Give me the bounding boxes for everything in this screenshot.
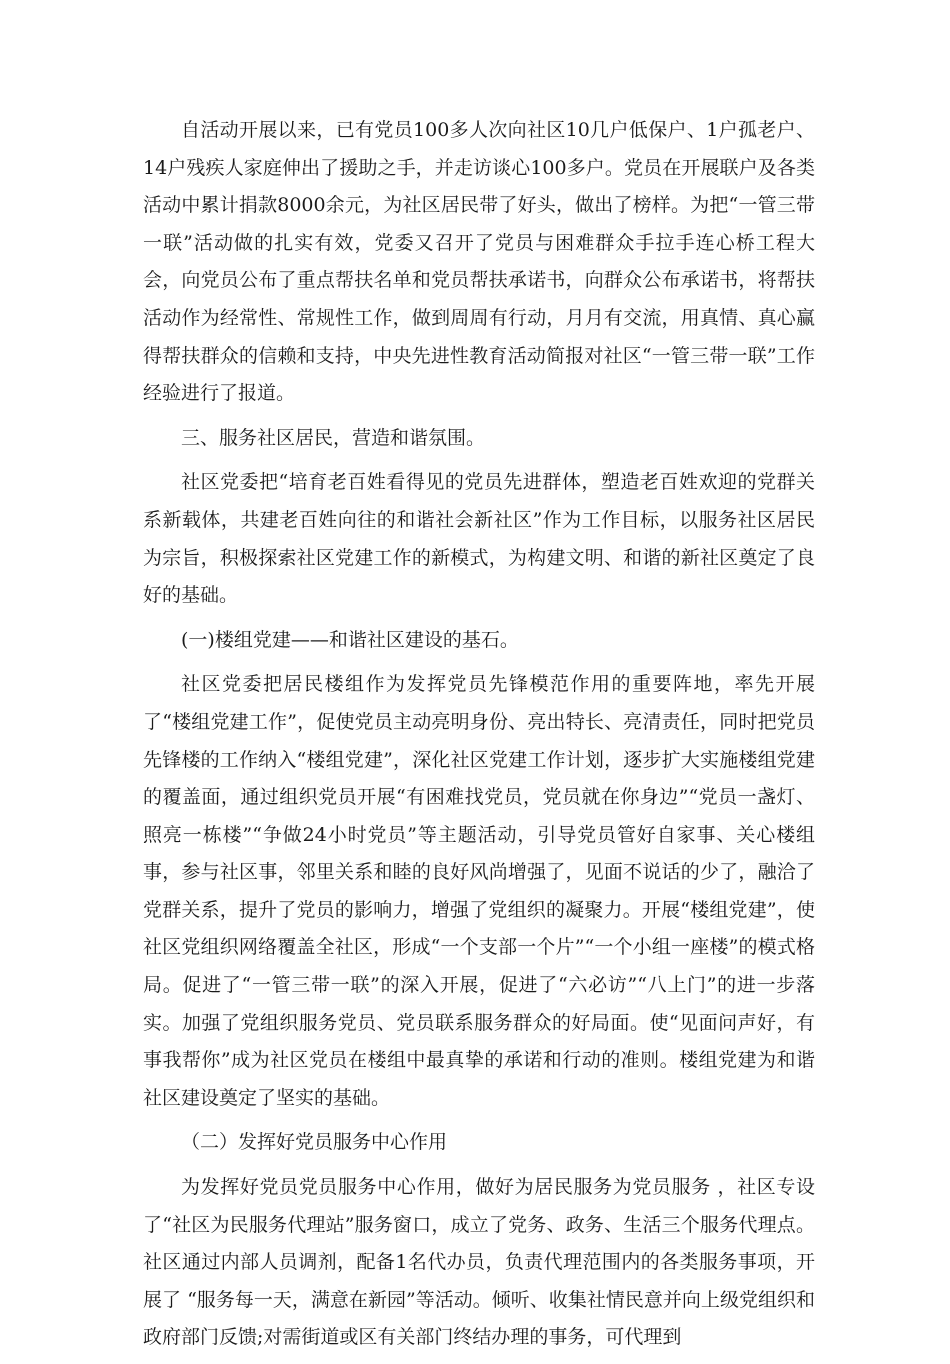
document-body	[143, 112, 815, 1364]
paragraph-building-party: 社区党委把居民楼组作为发挥党员先锋模范作用的重要阵地，率先开展了“楼组党建工作”，促使党员主动亮明身份、亮出特长、亮清责任，同时把党员先锋楼的工作纳入“楼组党建”，深化社区党建工作计划，逐步扩大实施楼组党建的覆盖面，通过组织党员开展“有困难找党员，党员就在你身边”“党员一盏灯、照亮一栋楼”“争做24小时党员”等主题活动，引导党员管好自家事、关心楼组事，参与社区事，邻里关系和睦的良好风尚增强了，见面不说话的少了，融洽了党群关系，提升了党员的影响力，增强了党组织的凝聚力。开展“楼组党建”，使社区党组织网络覆盖全社区，形成“一个支部一个片”“一个小组一座楼”的模式格局。促进了“一管三带一联”的深入开展，促进了“六必访”“八上门”的进一步落实。加强了党组织服务党员、党员联系服务群众的好局面。使“见面问声好，有事我帮你”成为社区党员在楼组中最真挚的承诺和行动的准则。楼组党建为和谐社区建设奠定了坚实的基础。	[143, 673, 815, 1109]
paragraph-work-goal: 社区党委把“培育老百姓看得见的党员先进群体，塑造老百姓欢迎的党群关系新载体，共建老百姓向往的和谐社会新社区”作为工作目标，以服务社区居民为宗旨，积极探索社区党建工作的新模式，为构建文明、和谐的新社区奠定了良好的基础。	[143, 471, 815, 607]
paragraph-service-center: 为发挥好党员党员服务中心作用，做好为居民服务为党员服务 ，社区专设了“社区为民服务代理站”服务窗口，成立了党务、政务、生活三个服务代理点。社区通过内部人员调剂，配备1名代办员，负责代理范围内的各类服务事项，开展了 “服务每一天，满意在新园”等活动。倾听、收集社情民意并向上级党组织和政府部门反馈;对需街道或区有关部门终结办理的事务，可代理到	[143, 1176, 815, 1349]
subheading-building-party: (一)楼组党建——和谐社区建设的基石。	[181, 628, 519, 651]
paragraph-party-assistance: 自活动开展以来，已有党员100多人次向社区10几户低保户、1户孤老户、14户残疾人家庭伸出了援助之手，并走访谈心100多户。党员在开展联户及各类活动中累计捐款8000余元，为社区居民带了好头，做出了榜样。为把“一管三带一联”活动做的扎实有效，党委又召开了党员与困难群众手拉手连心桥工程大会，向党员公布了重点帮扶名单和党员帮扶承诺书，向群众公布承诺书，将帮扶活动作为经常性、常规性工作，做到周周有行动，月月有交流，用真情、真心赢得帮扶群众的信赖和支持，中央先进性教育活动简报对社区“一管三带一联”工作经验进行了报道。	[143, 119, 815, 405]
subheading-service-center: （二）发挥好党员服务中心作用	[181, 1131, 448, 1154]
section-heading-serve-residents: 三、服务社区居民，营造和谐氛围。	[181, 426, 486, 449]
